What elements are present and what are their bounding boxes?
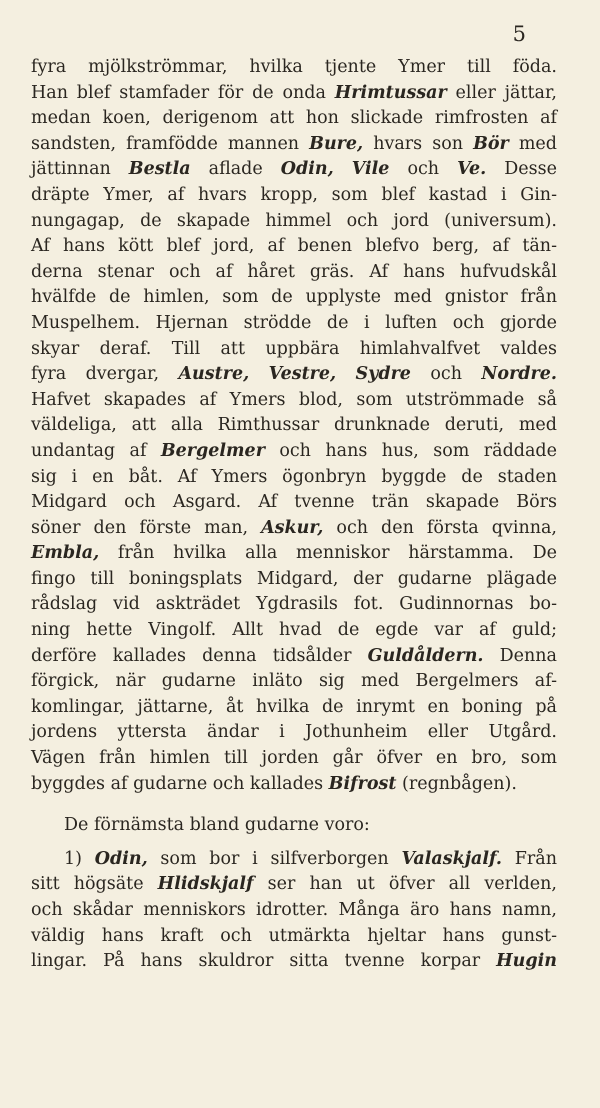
text-segment: förgick, när gudarne inläto sig med Bergelmers af- [31,671,557,692]
paragraph-creation-myth [31,55,557,797]
text-line [31,183,557,209]
text-segment: skyar deraf. Till att uppbära himlahvalfvet valdes [31,338,557,359]
text-line [31,669,557,695]
text-line [31,949,557,975]
text-segment: medan koen, derigenom att hon slickade rimfrosten af [31,108,557,129]
text-line [31,695,557,721]
emphasized-name: Bergelmer [160,440,265,461]
text-segment: jättinnan [31,159,129,180]
body-text [31,55,557,975]
text-segment: 1) [64,848,95,869]
text-segment: sitt högsäte [31,874,158,895]
paragraph-odin [31,847,557,975]
text-segment: rådslag vid askträdet Ygdrasils fot. Gudinnornas bo- [31,594,557,615]
text-segment [336,364,355,384]
text-segment: söner den förste man, [31,517,262,538]
emphasized-name: Hugin [496,951,557,972]
text-line [31,81,557,107]
text-line [31,644,557,670]
text-segment: nungagap, de skapade himmel och jord (universum). [31,210,557,231]
emphasized-name: Embla, [31,543,100,564]
text-segment: som bor i silfverborgen [147,848,402,869]
text-line [31,898,557,924]
text-segment: Hafvet skapades af Ymers blod, som utströmmade så [31,389,557,410]
emphasized-name: Odin, [280,159,334,180]
text-segment: (regnbågen). [396,773,517,794]
emphasized-name: Bure, [309,133,364,154]
text-line [31,337,557,363]
text-segment: Af hans kött blef jord, af benen blefvo berg, af tän- [31,236,557,257]
text-segment: fyra dvergar, [31,364,179,385]
text-line [31,106,557,132]
text-segment: Vägen från himlen till jorden går öfver en bro, som [31,748,557,769]
page-number: 5 [512,22,526,46]
text-segment: och skådar menniskors idrotter. Många äro hans namn, [31,900,557,920]
text-line [31,413,557,439]
text-line [31,772,557,798]
text-segment: och den första qvinna, [323,517,557,538]
text-segment: lingar. På hans skuldror sitta tvenne korpar [31,951,497,972]
emphasized-name: Hrimtussar [334,82,447,103]
emphasized-name: Askur, [261,517,324,538]
emphasized-name: Hlidskjalf [157,874,254,895]
text-segment: med [508,133,557,154]
text-segment: från hvilka alla menniskor härstamma. De [99,543,557,564]
text-line [31,465,557,491]
text-line [31,260,557,286]
text-segment: komlingar, jättarne, åt hvilka de inrymt en boning på [31,696,557,717]
emphasized-name: Vile [351,159,390,180]
text-segment: derna stenar och af håret gräs. Af hans hufvudskål [31,261,557,282]
text-line [31,157,557,183]
text-segment [249,364,268,384]
emphasized-name: Bestla [128,159,191,180]
text-segment: Denna [483,645,557,666]
text-segment: väldeliga, att alla Rimthussar drunknade deruti, med [31,415,557,436]
text-line [31,311,557,337]
text-segment: sandsten, framfödde mannen [31,133,310,154]
text-segment: fyra mjölkströmmar, hvilka tjente Ymer till föda. [31,57,557,77]
emphasized-name: Vestre, [268,364,337,385]
text-segment: byggdes af gudarne och kallades [31,773,329,794]
emphasized-name: Ve. [457,159,487,180]
text-line [31,234,557,260]
text-line [31,872,557,898]
text-line [31,132,557,158]
emphasized-name: Guldåldern. [367,645,484,666]
text-segment: väldig hans kraft och utmärkta hjeltar hans gunst- [31,925,557,946]
text-line [31,362,557,388]
emphasized-name: Sydre [355,364,411,385]
text-line [31,285,557,311]
text-line [31,209,557,235]
text-segment [334,159,352,179]
text-line [31,516,557,542]
text-segment: fingo till boningsplats Midgard, der gudarne plägade [31,568,557,589]
text-line [31,592,557,618]
emphasized-name: Bör [473,133,509,154]
text-line [31,490,557,516]
section-heading: De förnämsta bland gudarne voro: [64,815,370,836]
text-segment: sig i en båt. Af Ymers ögonbryn byggde de staden [31,466,557,487]
text-segment: och hans hus, som räddade [264,440,557,461]
emphasized-name: Valaskjalf. [401,848,503,869]
text-segment: dräpte Ymer, af hvars kropp, som blef kastad i Gin- [31,184,557,205]
text-line [31,847,557,873]
text-segment: ser han ut öfver all verlden, [253,874,557,895]
text-segment: jordens yttersta ändar i Jothunheim eller Utgård. [31,722,557,743]
emphasized-name: Odin, [94,848,148,869]
text-line [31,720,557,746]
text-segment: Muspelhem. Hjernan strödde de i luften och gjorde [31,312,557,333]
text-segment: ning hette Vingolf. Allt hvad de egde var af guld; [31,620,557,641]
text-line [31,55,557,81]
text-segment: Han blef stamfader för de onda [31,82,335,103]
text-segment: hvälfde de himlen, som de upplyste med gnistor från [31,287,557,308]
text-line [31,567,557,593]
text-segment: och [410,364,482,385]
text-segment: Desse [486,159,557,180]
text-segment: derföre kallades denna tidsålder [31,645,368,666]
text-line [31,439,557,465]
text-segment: Midgard och Asgard. Af tvenne trän skapade Börs [31,492,557,513]
emphasized-name: Nordre. [481,364,557,385]
text-line [31,746,557,772]
text-segment: aflade [190,159,281,180]
text-segment: Från [502,848,557,869]
text-line [31,618,557,644]
text-line [31,388,557,414]
text-segment: undantag af [31,440,161,461]
text-segment: och [389,159,458,180]
text-line [31,924,557,950]
emphasized-name: Bifrost [328,773,397,794]
text-segment: eller jättar, [446,82,557,103]
emphasized-name: Austre, [178,364,250,385]
text-segment: hvars son [363,133,474,154]
text-line [31,541,557,567]
